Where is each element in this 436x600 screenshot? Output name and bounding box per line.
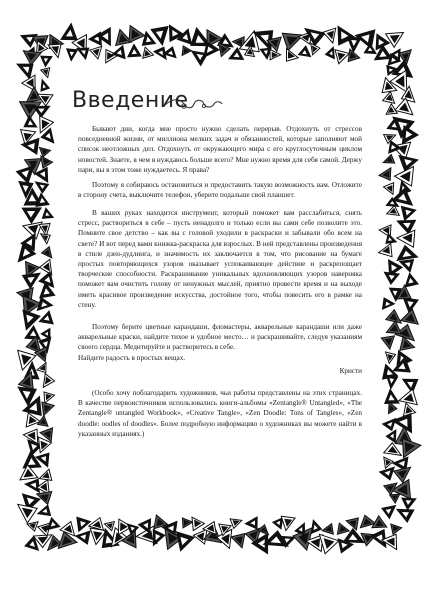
- doodle-triangle: [23, 273, 40, 288]
- doodle-triangle: [35, 182, 48, 193]
- doodle-triangle: [42, 208, 53, 218]
- doodle-triangle: [143, 47, 154, 58]
- doodle-triangle: [41, 68, 50, 78]
- doodle-triangle: [44, 392, 54, 403]
- doodle-triangle: [281, 516, 295, 530]
- doodle-triangle: [41, 234, 51, 244]
- doodle-triangle: [39, 311, 53, 324]
- doodle-triangle: [295, 523, 304, 535]
- doodle-triangle: [182, 46, 191, 55]
- author-signature: Кристи: [339, 367, 362, 375]
- doodle-triangle: [27, 522, 38, 531]
- doodle-triangle: [385, 352, 395, 363]
- doodle-triangle: [390, 494, 400, 503]
- doodle-triangle: [402, 438, 420, 457]
- doodle-triangle: [379, 168, 391, 180]
- doodle-triangle: [383, 91, 395, 103]
- doodle-triangle: [385, 389, 399, 403]
- doodle-triangle: [323, 28, 336, 43]
- doodle-triangle: [177, 532, 195, 551]
- doodle-triangle: [37, 298, 52, 311]
- doodle-triangle: [67, 49, 78, 61]
- doodle-triangle: [386, 32, 404, 47]
- doodle-triangle: [245, 517, 257, 529]
- doodle-triangle: [16, 166, 33, 184]
- doodle-triangle: [260, 48, 271, 59]
- doodle-triangle: [337, 523, 349, 534]
- doodle-triangle: [76, 531, 90, 544]
- doodle-triangle: [77, 48, 89, 59]
- doodle-triangle: [382, 298, 394, 309]
- doodle-triangle: [24, 116, 37, 127]
- doodle-triangle: [402, 498, 416, 509]
- doodle-triangle: [23, 51, 41, 65]
- doodle-triangle: [127, 524, 138, 535]
- doodle-triangle: [40, 116, 54, 133]
- doodle-triangle: [270, 49, 281, 59]
- doodle-triangle: [39, 469, 51, 480]
- doodle-triangle: [381, 336, 394, 349]
- doodle-triangle: [386, 310, 401, 324]
- intro-paragraph-4: [78, 322, 362, 363]
- doodle-triangle: [122, 531, 136, 548]
- doodle-triangle: [23, 452, 41, 468]
- doodle-triangle: [384, 134, 396, 143]
- doodle-triangle: [182, 518, 192, 528]
- doodle-triangle: [33, 106, 49, 117]
- doodle-triangle: [382, 506, 396, 519]
- doodle-triangle: [400, 260, 414, 272]
- doodle-triangle: [47, 518, 60, 530]
- doodle-triangle: [384, 443, 402, 456]
- doodle-triangle: [311, 520, 321, 533]
- intro-paragraph-2: Поэтому я собираюсь остановиться и предоставить такую возможность вам. Отложите в сторону счета, выключите телефон, уберите подальше свой планшет.: [78, 181, 362, 200]
- doodle-triangle: [192, 517, 204, 530]
- doodle-triangle: [128, 44, 141, 56]
- doodle-triangle: [41, 56, 52, 66]
- doodle-triangle: [401, 309, 419, 324]
- doodle-triangle: [364, 44, 376, 54]
- doodle-triangle: [37, 491, 52, 504]
- doodle-triangle: [335, 50, 349, 64]
- doodle-triangle: [230, 519, 242, 529]
- doodle-triangle: [48, 44, 61, 57]
- doodle-triangle: [273, 518, 283, 529]
- doodle-triangle: [153, 530, 165, 546]
- doodle-triangle: [397, 245, 418, 260]
- doodle-triangle: [287, 49, 299, 62]
- doodle-triangle: [383, 419, 396, 431]
- doodle-triangle: [43, 374, 54, 388]
- doodle-triangle: [384, 183, 394, 195]
- doodle-triangle: [326, 47, 335, 58]
- doodle-triangle: [142, 32, 155, 46]
- doodle-triangle: [231, 534, 245, 548]
- doodle-triangle: [42, 247, 52, 258]
- doodle-triangle: [22, 208, 41, 223]
- doodle-triangle: [299, 46, 311, 57]
- doodle-triangle: [61, 24, 77, 40]
- doodle-triangle: [402, 126, 418, 144]
- doodle-triangle: [42, 402, 54, 415]
- intro-paragraph-3: В ваших руках находится инструмент, который поможет вам расслабиться, снять стресс, раствориться в себе – пусть ненадолго и только если вы сами себе позволите это. Помните свое детство – как вы с головой уходили в раскраски и забывали обо всем на свете? И вот перед вами книжка-раскраска для взрослых. В ней представлены произведения в стиле дзен-дудлинга, и значимость их заключается в том, что рисование на бумаге простых повторяющихся узоров оказывает успокаивающее действие и раскрепощает творческие способности. Раскрашивание уникальных вдохновляющих узоров наверняка поможет вам очистить голову от ненужных мыслей, приятно провести время и на выходе иметь красивое произведение искусства, достойное того, чтобы повесить его в рамке на стену.: [78, 209, 362, 309]
- intro-paragraph-1: Бывают дни, когда мне просто нужно сделать перерыв. Отдохнуть от стрессов повседневной жизни, от миллиона мелких задач и обязанностей, которые заполняют мой список неотложных дел. Отдохнуть от окружающего мира с его круглосуточным циклом новостей. Знаете, в чем я нуждаюсь больше всего? Мне нужно время для себя самой. Держу пари, вы в этом тоже нуждаетесь. Я права?: [78, 125, 362, 174]
- doodle-triangle: [90, 46, 102, 58]
- doodle-triangle: [401, 206, 415, 220]
- doodle-triangle: [38, 505, 51, 515]
- doodle-triangle: [41, 80, 49, 91]
- doodle-triangle: [386, 375, 397, 388]
- doodle-triangle: [319, 534, 338, 553]
- paragraph-line: Поэтому берите цветные карандаши, фломастеры, акварельные карандаши или даже акварельные краски, найдите тихое и удобное место… и раскрашивайте, следуя указаниям своего сердца. Медитируйте и растворитесь в себе.: [78, 323, 362, 352]
- swirl-ornament: [162, 96, 224, 112]
- doodle-triangle: [386, 234, 396, 244]
- acknowledgements-paragraph: (Особо хочу поблагодарить художников, чьи работы представлены на этих страницах. В качестве первоисточников использовались книги-альбомы «Zentangle® Untangled», «The Zentangle® untangled Workbook», «Creative Tangle», «Zen Doodle: Tons of Tangles», «Zen doodle: oodles of doodles». Более подробную информацию о художниках вы можете найти в указанных изданиях.): [78, 389, 362, 438]
- doodle-triangle: [322, 524, 333, 534]
- doodle-triangle: [389, 402, 397, 414]
- doodle-triangle: [384, 457, 393, 468]
- doodle-triangle: [384, 272, 399, 284]
- doodle-triangle: [380, 467, 395, 480]
- doodle-triangle: [18, 504, 38, 523]
- doodle-triangle: [399, 389, 417, 405]
- doodle-triangle: [346, 518, 358, 530]
- doodle-triangle: [387, 206, 400, 216]
- doodle-triangle: [23, 310, 40, 330]
- paragraph-line: Найдите радость в простых вещах.: [78, 353, 186, 362]
- doodle-triangle: [77, 517, 91, 531]
- doodle-triangle: [37, 363, 46, 373]
- doodle-triangle: [39, 147, 50, 156]
- doodle-triangle: [397, 509, 414, 522]
- doodle-triangle: [129, 26, 145, 43]
- doodle-triangle: [139, 519, 151, 533]
- doodle-triangle: [60, 521, 75, 535]
- page-title: Введение: [72, 88, 189, 113]
- doodle-triangle: [397, 230, 415, 247]
- doodle-triangle: [17, 64, 33, 79]
- doodle-triangle: [391, 524, 402, 534]
- doodle-triangle: [25, 479, 39, 492]
- doodle-triangle: [193, 529, 206, 544]
- doodle-triangle: [383, 155, 394, 164]
- doodle-triangle: [41, 329, 50, 339]
- doodle-triangle: [41, 156, 53, 168]
- doodle-triangle: [405, 273, 418, 287]
- doodle-triangle: [379, 244, 392, 257]
- doodle-triangle: [386, 430, 396, 442]
